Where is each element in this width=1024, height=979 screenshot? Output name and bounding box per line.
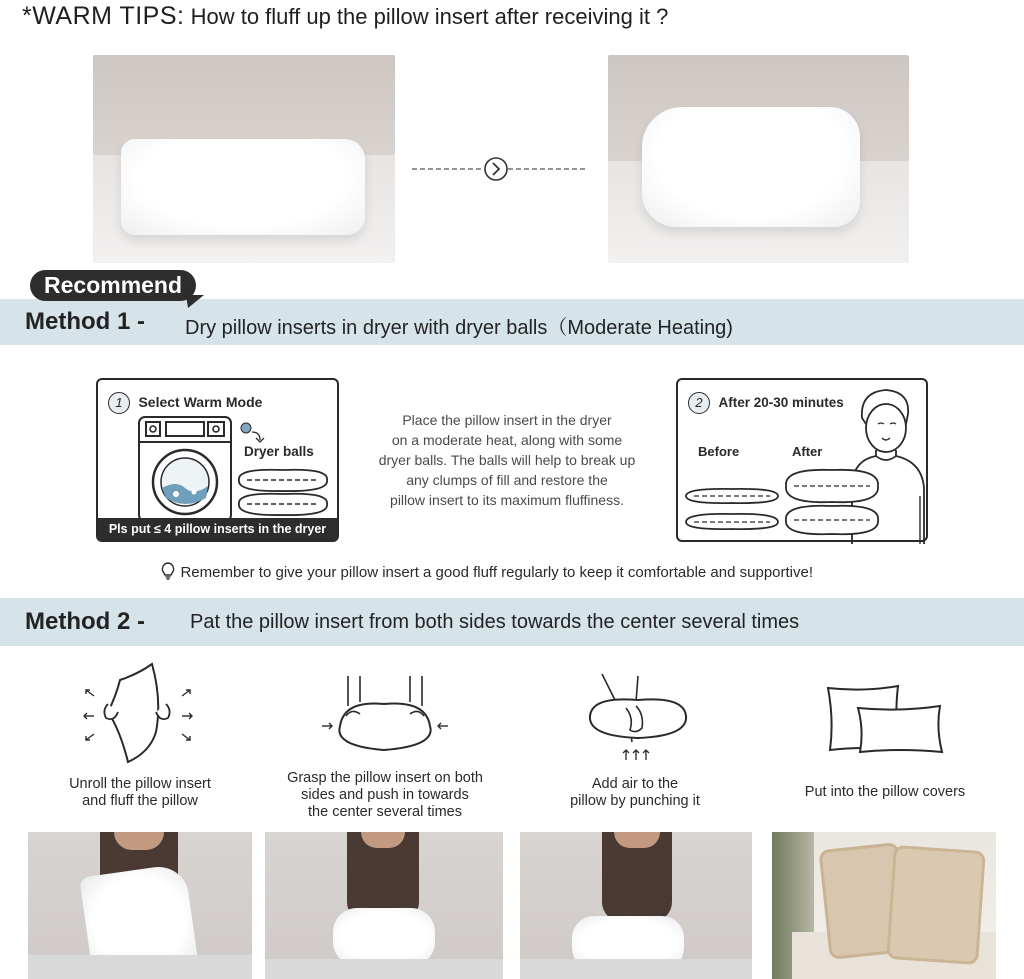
pillow-covers-icon <box>824 684 946 756</box>
caption-line: and fluff the pillow <box>82 793 198 809</box>
step-caption-punch <box>540 776 730 810</box>
step-caption-covers <box>780 784 990 801</box>
caption-line: Unroll the pillow insert <box>69 776 211 792</box>
dryer-description-line: Place the pillow insert in the dryer <box>402 412 612 428</box>
dryer-description-line: on a moderate heat, along with some <box>391 432 623 448</box>
after-label: After <box>792 444 823 459</box>
caption-line: Add air to the <box>591 776 679 792</box>
before-label: Before <box>698 444 740 459</box>
warm-tips-label: *WARM TIPS: <box>22 2 185 30</box>
grasp-pillow-icon <box>320 676 450 760</box>
photo-covered-pillows <box>772 832 996 979</box>
punch-pillow-icon <box>582 672 694 772</box>
photo-punch <box>520 832 752 979</box>
page-header <box>22 2 668 31</box>
step2-header <box>688 392 844 414</box>
method1-title: Method 1 - <box>25 308 145 335</box>
lightbulb-icon <box>160 562 176 580</box>
caption-line: pillow by punching it <box>570 793 700 809</box>
method1-description: Dry pillow inserts in dryer with dryer balls（Moderate Heating) <box>185 317 733 339</box>
circle-arrow-right-icon <box>410 155 590 183</box>
dryer-description-line: any clumps of fill and restore the <box>406 472 608 488</box>
caption-line: Grasp the pillow insert on both <box>287 770 483 786</box>
caption-line: the center several times <box>308 804 462 820</box>
step2-title: After 20-30 minutes <box>718 395 844 410</box>
washing-machine-icon <box>136 414 236 524</box>
photo-grasp <box>265 832 503 979</box>
step1-box <box>96 378 339 542</box>
step1-title: Select Warm Mode <box>138 394 263 410</box>
pillow-stack-icon <box>233 464 333 520</box>
photo-flat-pillow <box>93 55 395 263</box>
reminder-text: Remember to give your pillow insert a good fluff regularly to keep it comfortable and supportive! <box>180 564 814 581</box>
reminder-row <box>160 562 813 582</box>
pillow-limit-note: Pls put ≤ 4 pillow inserts in the dryer <box>98 518 337 540</box>
unroll-pillow-icon <box>80 660 196 770</box>
photo-fluffy-pillow <box>608 55 909 263</box>
recommend-badge: Recommend <box>30 270 196 301</box>
dryer-ball-icon <box>238 420 268 446</box>
step1-header <box>108 392 262 414</box>
step-caption-grasp <box>260 770 510 821</box>
dryer-description-line: pillow insert to its maximum fluffiness. <box>390 492 624 508</box>
caption-line: sides and push in towards <box>301 787 469 803</box>
step-caption-unroll <box>40 776 240 810</box>
header-question: How to fluff up the pillow insert after receiving it ? <box>190 4 669 29</box>
flat-pillows-icon <box>682 480 782 540</box>
dryer-balls-label: Dryer balls <box>244 444 314 459</box>
fluffy-pillows-icon <box>782 464 882 540</box>
method2-title: Method 2 - <box>25 608 145 635</box>
method2-description: Pat the pillow insert from both sides towards the center several times <box>190 611 800 633</box>
dryer-description-line: dryer balls. The balls will help to break up <box>378 452 636 468</box>
caption-line: Put into the pillow covers <box>804 784 966 800</box>
photo-unroll <box>28 832 252 979</box>
badge-pointer <box>186 295 206 309</box>
dryer-description <box>352 410 662 510</box>
step2-box <box>676 378 928 542</box>
step2-number: 2 <box>688 392 710 414</box>
step1-number: 1 <box>108 392 130 414</box>
